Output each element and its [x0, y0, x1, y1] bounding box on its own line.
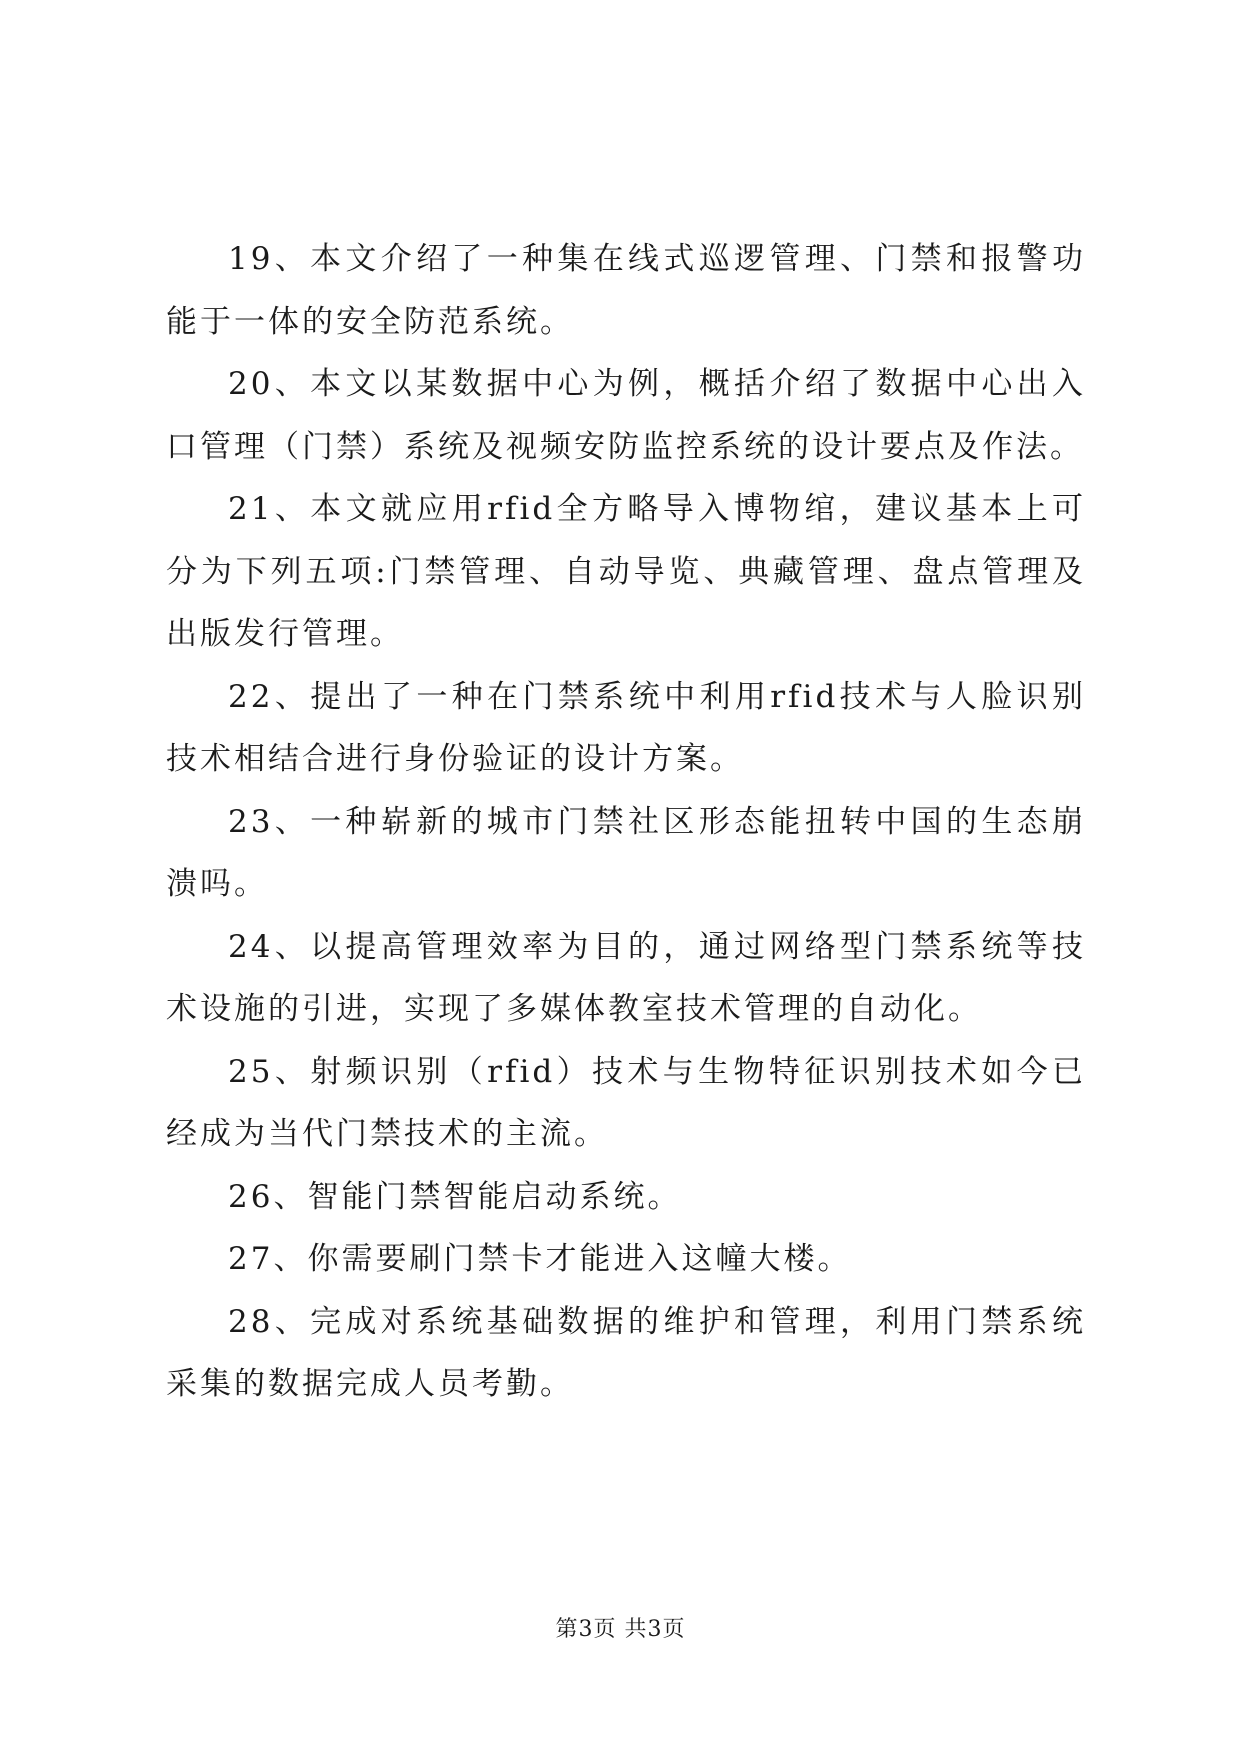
document-body — [166, 228, 1086, 1416]
paragraph-27: 27、你需要刷门禁卡才能进入这幢大楼。 — [228, 1241, 852, 1277]
paragraph-26: 26、智能门禁智能启动系统。 — [228, 1178, 682, 1215]
paragraph-19: 19、本文介绍了一种集在线式巡逻管理、门禁和报警功能于一体的安全防范系统。 — [166, 241, 1086, 340]
paragraph-24: 24、以提高管理效率为目的，通过网络型门禁系统等技术设施的引进，实现了多媒体教室技术管理的自动化。 — [166, 928, 1086, 1027]
paragraph-20: 20、本文以某数据中心为例，概括介绍了数据中心出入口管理（门禁）系统及视频安防监控系统的设计要点及作法。 — [166, 366, 1086, 465]
page-number-footer: 第3页 共3页 — [555, 1617, 686, 1642]
paragraph-21: 21、本文就应用rfid全方略导入博物绾，建议基本上可分为下列五项:门禁管理、自动导览、典藏管理、盘点管理及出版发行管理。 — [166, 491, 1086, 652]
paragraph-23: 23、一种崭新的城市门禁社区形态能扭转中国的生态崩溃吗。 — [166, 803, 1086, 902]
paragraph-22: 22、提出了一种在门禁系统中利用rfid技术与人脸识别技术相结合进行身份验证的设计方案。 — [166, 678, 1086, 777]
paragraph-28: 28、完成对系统基础数据的维护和管理，利用门禁系统采集的数据完成人员考勤。 — [166, 1303, 1086, 1402]
paragraph-25: 25、射频识别（rfid）技术与生物特征识别技术如今已经成为当代门禁技术的主流。 — [166, 1053, 1086, 1152]
